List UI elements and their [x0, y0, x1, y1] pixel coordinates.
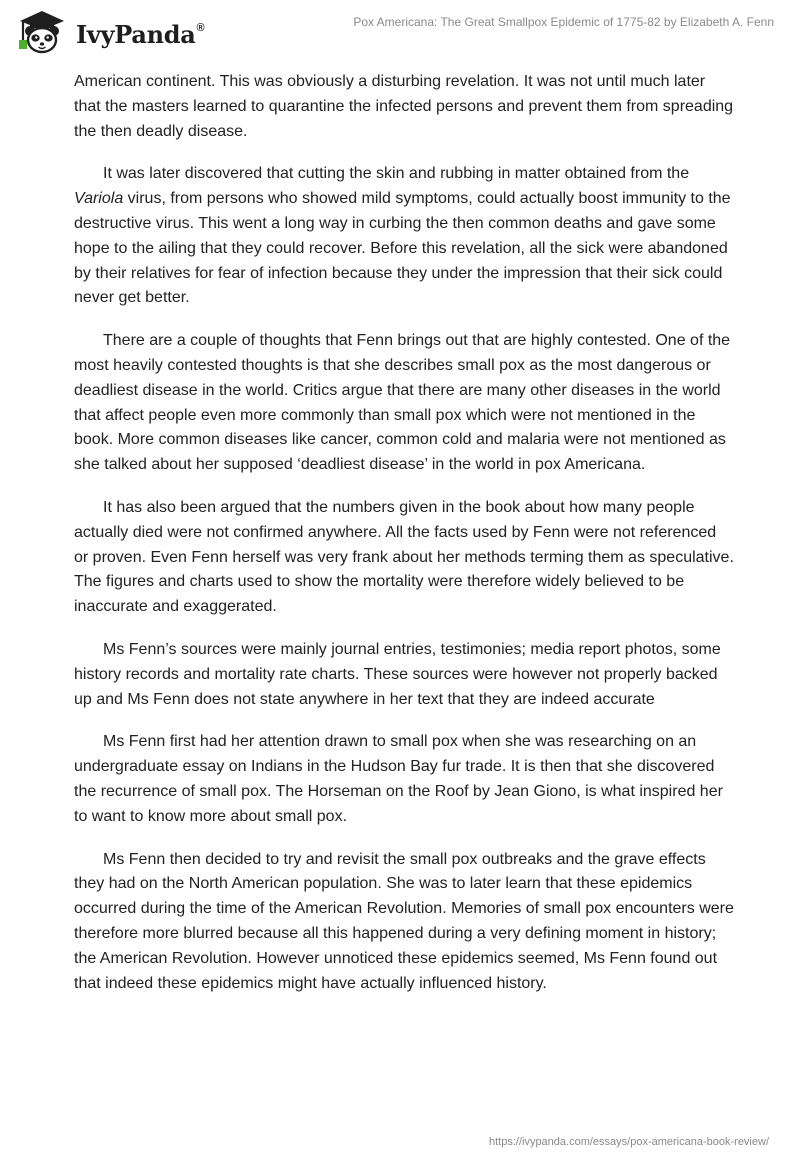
paragraph-7: Ms Fenn then decided to try and revisit the small pox outbreaks and the grave effects they had on the North American population. She was to later learn that these epidemics occurred during the time of the American Revolution. Memories of small pox encounters were therefore more blurred because all this happened during a very defining moment in history; the American Revolution. However unnoticed these epidemics seemed, Ms Fenn found out that indeed these epidemics might have actually influenced history.: [74, 850, 734, 992]
ivypanda-logo[interactable]: [14, 8, 204, 56]
paragraph-2: [74, 162, 734, 311]
paragraph-3: There are a couple of thoughts that Fenn brings out that are highly contested. One of the most heavily contested thoughts is that she describes small pox as the most dangerous or deadliest disease in the world. Critics argue that there are many other diseases in the world that affect people even more commonly than small pox which were not mentioned in the book. More common diseases like cancer, common cold and malaria were not mentioned as she talked about her supposed ‘deadliest disease’ in the world in pox Americana.: [74, 332, 731, 474]
registered-mark: ®: [196, 21, 205, 34]
essay-body: [74, 70, 734, 1014]
paragraph-1: American continent. This was obviously a disturbing revelation. It was not until much later that the masters learned to quarantine the infected persons and prevent them from spreading the then deadly disease.: [74, 73, 734, 140]
paragraph-6: Ms Fenn first had her attention drawn to small pox when she was researching on an undergraduate essay on Indians in the Hudson Bay fur trade. It is then that she discovered the recurrence of small pox. The Horseman on the Roof by Jean Giono, is what inspired her to want to know more about small pox.: [74, 733, 723, 825]
variola-italic: Variola: [74, 190, 124, 208]
logo-wordmark: IvyPanda®: [76, 19, 205, 49]
document-title: Pox Americana: The Great Smallpox Epidemic of 1775-82 by Elizabeth A. Fenn: [353, 15, 774, 29]
paragraph-4: It has also been argued that the numbers given in the book about how many people actually died were not confirmed anywhere. All the facts used by Fenn were not referenced or proven. Even Fenn herself was very frank about her methods terming them as speculative. The figures and charts used to show the mortality were therefore widely believed to be inaccurate and exaggerated.: [74, 498, 734, 616]
paragraph-2-end: virus, from persons who showed mild symptoms, could actually boost immunity to the destructive virus. This went a long way in curbing the then common deaths and gave some hope to the ailing that they could recover. Before this revelation, all the sick were abandoned by their relatives for fear of infection because they under the impression that their sick could never get better.: [74, 190, 731, 307]
paragraph-5: Ms Fenn’s sources were mainly journal entries, testimonies; media report photos, some history records and mortality rate charts. These sources were however not properly backed up and Ms Fenn does not state anywhere in her text that they are indeed accurate: [74, 640, 721, 708]
paragraph-2-start: It was later discovered that cutting the skin and rubbing in matter obtained from the: [103, 165, 690, 183]
panda-graduate-icon: [14, 8, 70, 56]
page-header: [0, 0, 800, 60]
source-url[interactable]: https://ivypanda.com/essays/pox-americana-book-review/: [488, 1136, 769, 1148]
